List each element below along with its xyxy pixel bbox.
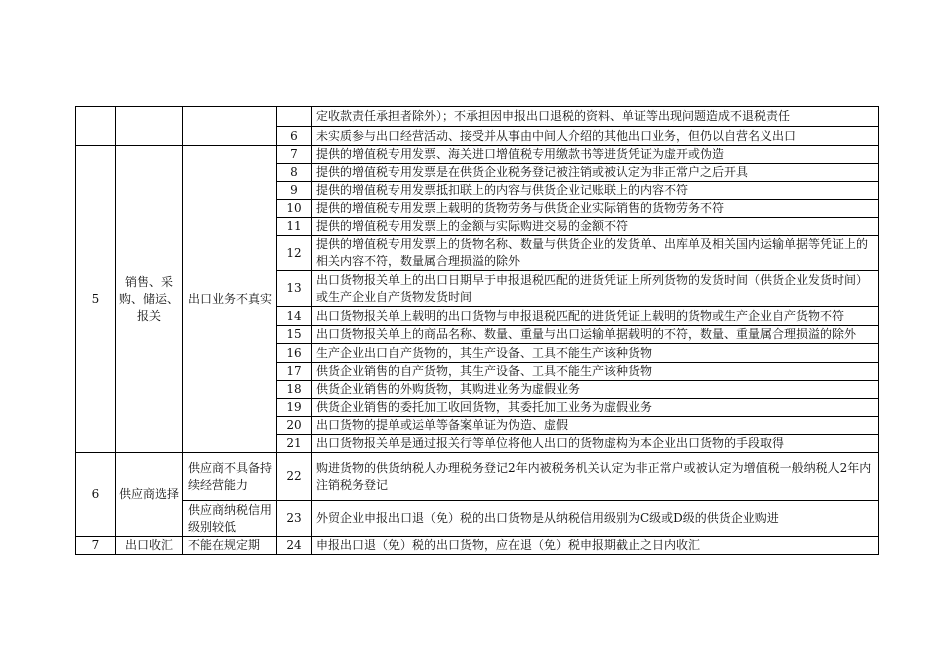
description-cell: 出口货物的提单或运单等备案单证为伪造、虚假 <box>312 417 879 435</box>
category-cell: 供应商选择 <box>116 453 183 537</box>
index-cell: 23 <box>277 501 312 537</box>
description-cell: 提供的增值税专用发票上载明的货物劳务与供货企业实际销售的货物劳务不符 <box>312 200 879 218</box>
table-row <box>76 537 879 555</box>
description-cell: 出口货物报关单上的出口日期早于申报退税匹配的进货凭证上所列货物的发货时间（供货企业发货时间）或生产企业自产货物发货时间 <box>312 271 879 307</box>
description-cell: 出口货物报关单上的商品名称、数量、重量与出口运输单据载明的不符，数量、重量属合理损溢的除外 <box>312 326 879 344</box>
number-cell <box>76 107 116 146</box>
index-cell: 9 <box>277 182 312 200</box>
index-cell <box>277 107 312 127</box>
category-cell <box>116 107 183 146</box>
description-cell: 外贸企业申报出口退（免）税的出口货物是从纳税信用级别为C级或D级的供货企业购进 <box>312 501 879 537</box>
category-cell: 出口收汇 <box>116 537 183 555</box>
description-cell: 生产企业出口自产货物的，其生产设备、工具不能生产该种货物 <box>312 344 879 363</box>
table-row <box>76 146 879 164</box>
category-cell: 销售、采购、储运、报关 <box>116 146 183 453</box>
index-cell: 17 <box>277 363 312 381</box>
index-cell: 22 <box>277 453 312 501</box>
description-cell: 提供的增值税专用发票上的货物名称、数量与供货企业的发货单、出库单及相关国内运输单据等凭证上的相关内容不符，数量属合理损溢的除外 <box>312 236 879 271</box>
table-row <box>76 107 879 127</box>
index-cell: 8 <box>277 164 312 182</box>
index-cell: 16 <box>277 344 312 363</box>
description-cell: 购进货物的供货纳税人办理税务登记2年内被税务机关认定为非正常户或被认定为增值税一般纳税人2年内注销税务登记 <box>312 453 879 501</box>
description-cell: 供货企业销售的自产货物，其生产设备、工具不能生产该种货物 <box>312 363 879 381</box>
description-cell: 提供的增值税专用发票是在供货企业税务登记被注销或被认定为非正常户之后开具 <box>312 164 879 182</box>
subcategory-cell: 供应商不具备持续经营能力 <box>183 453 277 501</box>
description-cell: 供货企业销售的外购货物，其购进业务为虚假业务 <box>312 381 879 399</box>
index-cell: 12 <box>277 236 312 271</box>
number-cell: 7 <box>76 537 116 555</box>
subcategory-cell: 供应商纳税信用级别较低 <box>183 501 277 537</box>
index-cell: 11 <box>277 218 312 236</box>
index-cell: 18 <box>277 381 312 399</box>
description-cell: 提供的增值税专用发票上的金额与实际购进交易的金额不符 <box>312 218 879 236</box>
index-cell: 15 <box>277 326 312 344</box>
table-row <box>76 453 879 501</box>
description-cell: 提供的增值税专用发票、海关进口增值税专用缴款书等进货凭证为虚开或伪造 <box>312 146 879 164</box>
description-cell: 出口货物报关单是通过报关行等单位将他人出口的货物虚构为本企业出口货物的手段取得 <box>312 435 879 453</box>
description-cell: 供货企业销售的委托加工收回货物，其委托加工业务为虚假业务 <box>312 399 879 417</box>
index-cell: 10 <box>277 200 312 218</box>
index-cell: 6 <box>277 127 312 146</box>
number-cell: 5 <box>76 146 116 453</box>
description-cell: 出口货物报关单上载明的出口货物与申报退税匹配的进货凭证上载明的货物或生产企业自产货物不符 <box>312 307 879 326</box>
risk-table <box>75 106 879 555</box>
table-row <box>76 501 879 537</box>
index-cell: 14 <box>277 307 312 326</box>
number-cell: 6 <box>76 453 116 537</box>
index-cell: 21 <box>277 435 312 453</box>
description-cell: 定收款责任承担者除外）；不承担因申报出口退税的资料、单证等出现问题造成不退税责任 <box>312 107 879 127</box>
description-cell: 申报出口退（免）税的出口货物，应在退（免）税申报期截止之日内收汇 <box>312 537 879 555</box>
index-cell: 19 <box>277 399 312 417</box>
index-cell: 20 <box>277 417 312 435</box>
subcategory-cell: 不能在规定期 <box>183 537 277 555</box>
index-cell: 13 <box>277 271 312 307</box>
subcategory-cell: 出口业务不真实 <box>183 146 277 453</box>
description-cell: 提供的增值税专用发票抵扣联上的内容与供货企业记账联上的内容不符 <box>312 182 879 200</box>
subcategory-cell <box>183 107 277 146</box>
description-cell: 未实质参与出口经营活动、接受并从事由中间人介绍的其他出口业务，但仍以自营名义出口 <box>312 127 879 146</box>
index-cell: 24 <box>277 537 312 555</box>
index-cell: 7 <box>277 146 312 164</box>
